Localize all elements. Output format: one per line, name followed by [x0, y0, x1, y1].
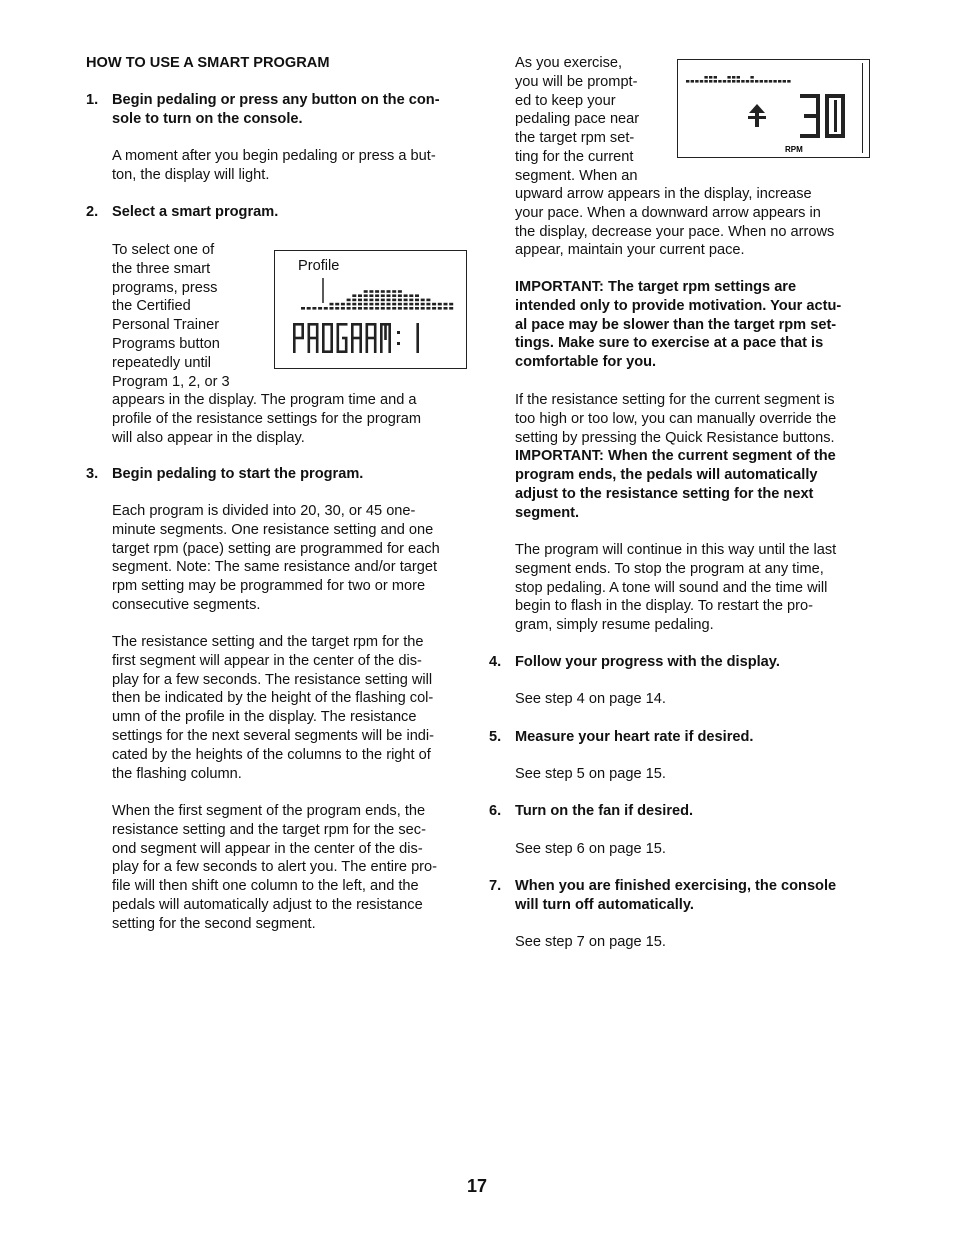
rpm-profile-dot [704, 80, 707, 83]
rpm-profile-dot [727, 76, 730, 79]
profile-column-dot [387, 299, 391, 302]
rpm-profile-dot [755, 80, 758, 83]
step-heading-line: When you are finished exercising, the console [515, 878, 837, 894]
profile-column-dot [381, 299, 385, 302]
segment [388, 338, 391, 353]
profile-column-dot [432, 303, 436, 306]
rpm-profile-dot [783, 80, 786, 83]
paragraph-line: consecutive segments. [112, 597, 261, 613]
profile-column-dot [398, 299, 402, 302]
profile-column-dot [415, 299, 419, 302]
segment [308, 323, 311, 338]
rpm-profile-dot [750, 76, 753, 79]
paragraph-line: pedaling pace near [515, 111, 640, 128]
important-line: segment. [515, 504, 580, 521]
profile-base-dot [341, 307, 345, 310]
rpm-digit-segment [825, 94, 829, 138]
profile-base-dot [438, 307, 442, 310]
rpm-profile-dot [686, 80, 689, 83]
rpm-profile-dot [760, 80, 763, 83]
section-title: HOW TO USE A SMART PROGRAM [86, 55, 330, 71]
rpm-profile-dot [778, 80, 781, 83]
segment [397, 331, 400, 334]
paragraph-line: If the resistance setting for the current segment is [515, 392, 835, 408]
profile-base-dot [335, 307, 339, 310]
cross-reference: See step 7 on page 15. [515, 934, 666, 950]
profile-column-dot [421, 303, 425, 306]
paragraph-line: A moment after you begin pedaling or press a but- [112, 148, 436, 164]
profile-base-dot [432, 307, 436, 310]
profile-column-dot [409, 294, 413, 297]
profile-column-dot [335, 303, 339, 306]
rpm-profile-dot [787, 80, 790, 83]
paragraph-line: gram, simply resume pedaling. [515, 617, 714, 634]
paragraph-line: upward arrow appears in the display, increase [515, 186, 812, 202]
profile-column-dot [398, 303, 402, 306]
profile-column-dot [387, 294, 391, 297]
profile-column-dot [409, 299, 413, 302]
profile-column-dot [398, 290, 402, 293]
rpm-profile-dot [714, 80, 717, 83]
rpm-profile-dot [732, 76, 735, 79]
step-heading-line: Turn on the fan if desired. [515, 803, 694, 819]
profile-column-dot [387, 290, 391, 293]
segment [337, 350, 348, 353]
profile-column-dot [369, 299, 373, 302]
segment [337, 323, 340, 338]
step-heading-line: Measure your heart rate if desired. [515, 729, 754, 745]
profile-column-dot [375, 294, 379, 297]
profile-column-dot [375, 290, 379, 293]
paragraph-line: resistance setting and the target rpm for the sec- [112, 821, 426, 838]
profile-base-dot [324, 307, 328, 310]
paragraph-line: minute segments. One resistance setting and one [112, 521, 434, 538]
paragraph-line: profile of the resistance settings for the program [112, 410, 422, 427]
rpm-profile-dot [737, 76, 740, 79]
profile-column-dot [352, 303, 356, 306]
profile-base-dot [352, 307, 356, 310]
rpm-profile-dot [704, 76, 707, 79]
paragraph-line: your pace. When a downward arrow appears in [515, 204, 821, 221]
profile-base-dot [364, 307, 368, 310]
profile-base-dot [375, 307, 379, 310]
segment [322, 323, 325, 338]
rpm-profile-dot [737, 80, 740, 83]
step-number: 7. [489, 878, 502, 894]
paragraph-line: rpm setting may be programmed for two or more [112, 578, 426, 595]
segment [374, 323, 377, 338]
paragraph-line: umn of the profile in the display. The resistance [112, 709, 417, 726]
profile-column-dot [347, 299, 351, 302]
rpm-profile-dot [709, 76, 712, 79]
rpm-display [677, 59, 870, 158]
segment [330, 323, 333, 338]
paragraph-line: The resistance setting and the target rpm for the [112, 634, 424, 650]
paragraph-line: the three smart [112, 260, 211, 277]
rpm-profile-dot [746, 80, 749, 83]
rpm-profile-dot [741, 80, 744, 83]
step-heading-line: will turn off automatically. [515, 896, 694, 913]
important-line: comfortable for you. [515, 354, 657, 371]
paragraph-line: When the first segment of the program ends, the [112, 803, 426, 819]
profile-base-dot [381, 307, 385, 310]
profile-base-dot [421, 307, 425, 310]
profile-column-dot [392, 290, 396, 293]
program-text-segments [291, 323, 431, 357]
profile-base-dot [369, 307, 373, 310]
segment [416, 323, 419, 338]
step-number: 5. [489, 729, 502, 745]
profile-column-dot [358, 303, 362, 306]
step-heading-line: Begin pedaling or press any button on the con- [112, 92, 440, 108]
profile-column-dot [404, 294, 408, 297]
profile-column-dot [364, 299, 368, 302]
profile-base-dot [347, 307, 351, 310]
profile-base-dot [392, 307, 396, 310]
profile-column-dot [347, 303, 351, 306]
profile-base-dot [415, 307, 419, 310]
profile-base-dot [358, 307, 362, 310]
paragraph-line: programs, press [112, 279, 218, 296]
profile-column-dot [358, 299, 362, 302]
page-number: 17 [466, 1176, 488, 1196]
segment [308, 338, 311, 353]
segment [351, 338, 354, 353]
paragraph-line: file will then shift one column to the left, and the [112, 878, 419, 895]
paragraph-line: segment. When an [515, 167, 638, 184]
profile-column-dot [381, 303, 385, 306]
paragraph-line: Personal Trainer [112, 317, 220, 334]
paragraph-line: target rpm (pace) setting are programmed for each [112, 540, 440, 557]
rpm-profile-dot [764, 80, 767, 83]
profile-column-dot [387, 303, 391, 306]
paragraph-line: play for a few seconds. The resistance setting will [112, 671, 433, 688]
profile-column-dot [358, 294, 362, 297]
paragraph-line: As you exercise, [515, 55, 623, 71]
rpm-profile-dot [695, 80, 698, 83]
rpm-digit-segment [800, 134, 820, 138]
segment [359, 323, 362, 338]
paragraph-line: appears in the display. The program time and a [112, 392, 417, 408]
profile-base-dot [301, 307, 305, 310]
rpm-profile-dot [714, 76, 717, 79]
paragraph-line: too high or too low, you can manually override the [515, 410, 837, 427]
profile-column-dot [409, 303, 413, 306]
step-number: 6. [489, 803, 502, 819]
paragraph-line: the flashing column. [112, 765, 242, 782]
important-line: adjust to the resistance setting for the next [515, 486, 814, 502]
rpm-profile-dot [750, 80, 753, 83]
profile-column-dot [364, 303, 368, 306]
paragraph-line: play for a few seconds to alert you. The entire pro- [112, 859, 438, 876]
important-line: intended only to provide motivation. Your actu- [515, 297, 842, 314]
rpm-profile-dot [773, 80, 776, 83]
segment [301, 323, 304, 338]
rpm-digit-segment [834, 100, 837, 132]
paragraph-line: ton, the display will light. [112, 167, 270, 183]
paragraph-line: setting by pressing the Quick Resistance buttons. [515, 429, 835, 446]
profile-base-dot [404, 307, 408, 310]
profile-column-dot [438, 303, 442, 306]
paragraph-line: the target rpm set- [515, 130, 635, 147]
step-heading-line: Begin pedaling to start the program. [112, 466, 364, 482]
rpm-profile-dot [709, 80, 712, 83]
profile-column-dot [341, 303, 345, 306]
profile-column-dot [415, 303, 419, 306]
segment [316, 323, 319, 338]
paragraph-line: segment ends. To stop the program at any time, [515, 560, 824, 577]
step-number: 4. [489, 654, 502, 670]
paragraph-line: setting for the second segment. [112, 915, 316, 932]
profile-base-dot [312, 307, 316, 310]
paragraph-line: you will be prompt- [515, 73, 638, 90]
profile-column-dot [364, 294, 368, 297]
profile-column-dot [364, 290, 368, 293]
paragraph-line: first segment will appear in the center of the dis- [112, 652, 422, 669]
segment [366, 338, 369, 353]
segment [416, 338, 419, 353]
profile-column-dot [421, 299, 425, 302]
segment [293, 323, 296, 338]
paragraph-line: pedals will automatically adjust to the resistance [112, 897, 423, 913]
paragraph-line: the Certified [112, 298, 191, 315]
paragraph-line: begin to flash in the display. To restart the pro- [515, 598, 813, 615]
profile-column-dot [369, 290, 373, 293]
paragraph-line: repeatedly until [112, 354, 211, 371]
profile-column-dot [375, 303, 379, 306]
cross-reference: See step 5 on page 15. [515, 766, 666, 782]
profile-base-dot [318, 307, 322, 310]
step-heading-line: sole to turn on the console. [112, 111, 303, 127]
step-heading-line: Follow your progress with the display. [515, 654, 780, 670]
step-number: 3. [86, 466, 99, 482]
important-line: program ends, the pedals will automatically [515, 467, 818, 484]
profile-base-dot [398, 307, 402, 310]
profile-column-dot [426, 303, 430, 306]
profile-column-dot [392, 294, 396, 297]
rpm-profile-dot [769, 80, 772, 83]
profile-base-dot [307, 307, 311, 310]
rpm-profile-dot [718, 80, 721, 83]
paragraph-line: settings for the next several segments will be indi- [112, 728, 435, 744]
rpm-profile-dot [727, 80, 730, 83]
cross-reference: See step 4 on page 14. [515, 691, 666, 707]
rpm-profile-dot [700, 80, 703, 83]
profile-column-dot [369, 303, 373, 306]
segment [351, 323, 354, 338]
paragraph-line: Programs button [112, 336, 220, 352]
segment [374, 338, 377, 353]
profile-column-dot [426, 299, 430, 302]
important-line: IMPORTANT: The target rpm settings are [515, 279, 797, 295]
step-number: 2. [86, 204, 99, 220]
important-line: tings. Make sure to exercise at a pace that is [515, 335, 824, 352]
important-line: al pace may be slower than the target rpm set- [515, 316, 837, 333]
profile-base-dot [387, 307, 391, 310]
segment [293, 338, 296, 353]
paragraph-line: stop pedaling. A tone will sound and the time will [515, 579, 828, 596]
program-display [274, 250, 467, 369]
paragraph-line: The program will continue in this way until the last [515, 542, 837, 558]
paragraph-line: ond segment will appear in the center of the dis- [112, 840, 423, 857]
profile-column-dot [398, 294, 402, 297]
paragraph-line: ed to keep your [515, 92, 616, 109]
up-arrow-icon [748, 104, 766, 127]
profile-column-dot [352, 294, 356, 297]
profile-column-dot [415, 294, 419, 297]
rpm-digit-segment [825, 134, 845, 138]
profile-base-dot [449, 307, 453, 310]
rpm-digit-segment [816, 94, 820, 116]
profile-base-dot [409, 307, 413, 310]
step-heading-line: Select a smart program. [112, 204, 279, 220]
cross-reference: See step 6 on page 15. [515, 841, 666, 857]
profile-base-dot [444, 307, 448, 310]
profile-column-dot [352, 299, 356, 302]
profile-column-dot [375, 299, 379, 302]
paragraph-line: Each program is divided into 20, 30, or 45 one- [112, 503, 416, 519]
profile-column-dot [381, 290, 385, 293]
paragraph-line: appear, maintain your current pace. [515, 242, 745, 259]
rpm-profile-dot [723, 80, 726, 83]
rpm-unit-label: RPM [785, 145, 803, 154]
paragraph-line: segment. Note: The same resistance and/or target [112, 559, 438, 576]
paragraph-line: ting for the current [515, 149, 634, 165]
segment [342, 337, 348, 340]
profile-column-dot [392, 303, 396, 306]
rpm-graphic [678, 60, 869, 157]
paragraph-line: cated by the heights of the columns to the right of [112, 746, 431, 763]
segment [384, 325, 387, 340]
paragraph-line: To select one of [112, 242, 215, 258]
profile-column-dot [392, 299, 396, 302]
paragraph-line: then be indicated by the height of the flashing col- [112, 690, 434, 707]
segment [397, 342, 400, 345]
segment [366, 323, 369, 338]
paragraph-line: Program 1, 2, or 3 [112, 373, 230, 390]
profile-column-dot [449, 303, 453, 306]
profile-label: Profile [298, 258, 340, 274]
profile-column-dot [404, 303, 408, 306]
profile-base-dot [426, 307, 430, 310]
segment [316, 338, 319, 353]
profile-column-dot [444, 303, 448, 306]
paragraph-line: will also appear in the display. [112, 429, 305, 446]
paragraph-line: the display, decrease your pace. When no arrows [515, 223, 835, 240]
segment [380, 338, 383, 353]
profile-column-dot [404, 299, 408, 302]
rpm-profile-dot [691, 80, 694, 83]
step-number: 1. [86, 92, 99, 108]
important-line: IMPORTANT: When the current segment of the [515, 448, 836, 465]
rpm-digit-segment [841, 94, 845, 138]
segment [359, 338, 362, 353]
profile-base-dot [330, 307, 334, 310]
rpm-profile-dot [732, 80, 735, 83]
profile-column-dot [381, 294, 385, 297]
segment [322, 350, 333, 353]
profile-column-dot [369, 294, 373, 297]
profile-column-dot [330, 303, 334, 306]
